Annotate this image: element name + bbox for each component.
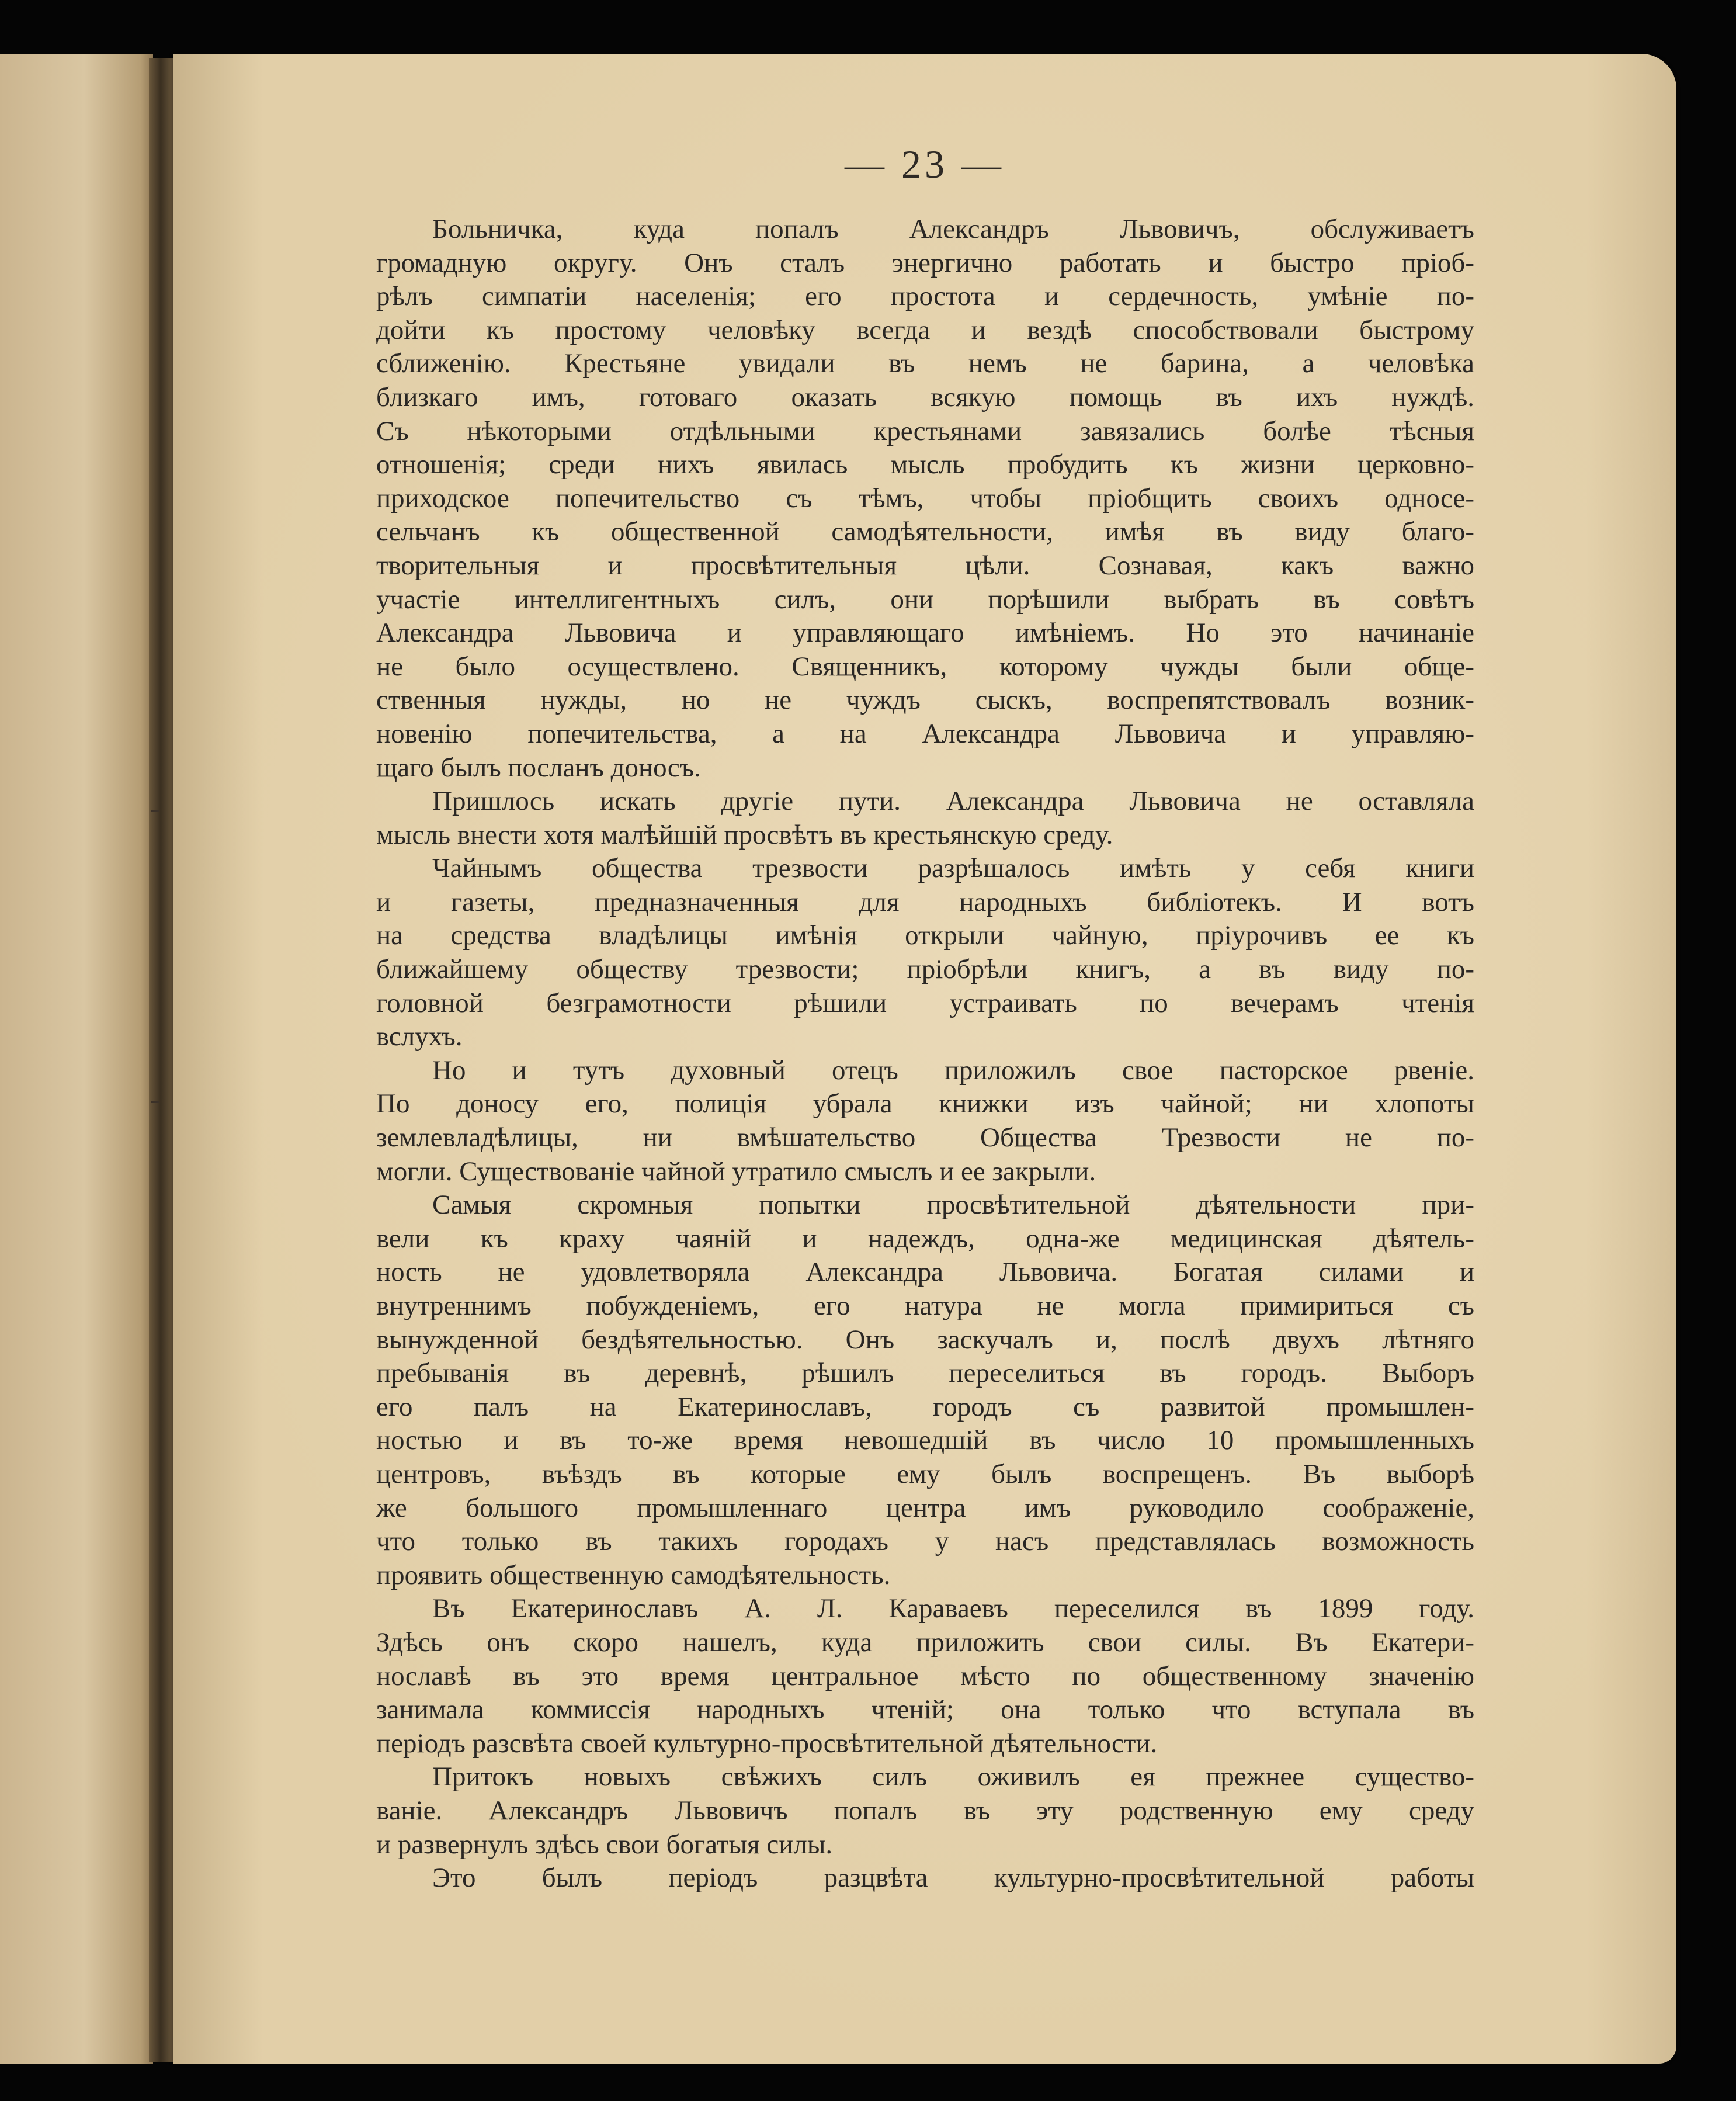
text-line: же большого промышленнаго центра имъ руководило соображеніе, [376,1492,1474,1523]
text-line: нославѣ въ это время центральное мѣсто по общественному значенію [376,1660,1474,1691]
text-line: Самыя скромныя попытки просвѣтительной дѣятельности при- [432,1190,1474,1221]
text-line: близкаго имъ, готоваго оказать всякую помощь въ ихъ нуждѣ. [376,382,1474,412]
text-line: и газеты, предназначенныя для народныхъ библіотекъ. И вотъ [376,886,1474,917]
text-line: Пришлось искать другіе пути. Александра Львовича не оставляла [432,786,1474,817]
text-line: не было осуществлено. Священникъ, которому чужды были обще- [376,651,1474,682]
book-page [173,54,1676,2064]
text-line: Александра Львовича и управляющаго имѣніемъ. Но это начинаніе [376,618,1474,649]
text-line: Здѣсь онъ скоро нашелъ, куда приложить свои силы. Въ Екатери- [376,1627,1474,1658]
text-line: пребыванія въ деревнѣ, рѣшилъ переселиться въ городъ. Выборъ [376,1358,1474,1389]
text-line: участіе интеллигентныхъ силъ, они порѣшили выбрать въ совѣтъ [376,584,1474,615]
text-line: что только въ такихъ городахъ у насъ представлялась возможность [376,1526,1474,1557]
text-line: ваніе. Александръ Львовичъ попалъ въ эту родственную ему среду [376,1795,1474,1826]
text-line: Но и тутъ духовный отецъ приложилъ свое пасторское рвеніе. [432,1055,1474,1086]
body-text [376,213,1474,1895]
text-line: занимала коммиссія народныхъ чтеній; она только что вступала въ [376,1694,1474,1725]
text-line: могли. Существованіе чайной утратило смыслъ и ее закрыли. [376,1156,1096,1187]
text-line: рѣлъ симпатіи населенія; его простота и сердечность, умѣніе по- [376,281,1474,312]
text-line: отношенія; среди нихъ явилась мысль пробудить къ жизни церковно- [376,449,1474,480]
text-line: громадную округу. Онъ сталъ энергично работать и быстро пріоб- [376,247,1474,278]
text-line: ностью и въ то-же время невошедшій въ число 10 промышленныхъ [376,1425,1474,1456]
text-line: внутреннимъ побужденіемъ, его натура не могла примириться съ [376,1291,1474,1321]
text-line: По доносу его, полиція убрала книжки изъ чайной; ни хлопоты [376,1088,1474,1119]
text-line: сельчанъ къ общественной самодѣятельности, имѣя въ виду благо- [376,516,1474,547]
text-line: творительныя и просвѣтительныя цѣли. Сознавая, какъ важно [376,550,1474,581]
text-line: Притокъ новыхъ свѣжихъ силъ оживилъ ея прежнее существо- [432,1762,1474,1793]
text-line: вынужденной бездѣятельностью. Онъ заскучалъ и, послѣ двухъ лѣтняго [376,1324,1474,1355]
text-line: головной безграмотности рѣшили устраивать по вечерамъ чтенія [376,987,1474,1018]
text-line: Больничка, куда попалъ Александръ Львовичъ, обслуживаетъ [432,214,1474,244]
text-line: сближенію. Крестьяне увидали въ немъ не барина, а человѣка [376,348,1474,379]
text-line: центровъ, въѣздъ въ которые ему былъ воспрещенъ. Въ выборѣ [376,1458,1474,1489]
text-line: ближайшему обществу трезвости; пріобрѣли книгъ, а въ виду по- [376,954,1474,985]
text-line: приходское попечительство съ тѣмъ, чтобы пріобщить своихъ односе- [376,483,1474,514]
margin-mark [151,1101,159,1103]
text-line: новенію попечительства, а на Александра Львовича и управляю- [376,718,1474,749]
text-line: вслухъ. [376,1021,463,1052]
text-line: мысль внести хотя малѣйшій просвѣтъ въ крестьянскую среду. [376,819,1113,850]
text-line: и развернулъ здѣсь свои богатыя силы. [376,1829,833,1860]
text-line: Въ Екатеринославъ А. Л. Караваевъ переселился въ 1899 году. [432,1593,1474,1624]
text-line: ственныя нужды, но не чуждъ сыскъ, воспрепятствовалъ возник- [376,685,1474,716]
page-number: — 23 — [845,142,1005,186]
text-line: періодъ разсвѣта своей культурно-просвѣтительной дѣятельности. [376,1728,1158,1759]
text-line: его палъ на Екатеринославъ, городъ съ развитой промышлен- [376,1391,1474,1422]
margin-mark [151,810,159,812]
text-line: землевладѣлицы, ни вмѣшательство Общества Трезвости не по- [376,1122,1474,1153]
text-line: Это былъ періодъ разцвѣта культурно-просвѣтительной работы [432,1863,1474,1894]
text-line: дойти къ простому человѣку всегда и вездѣ способствовали быстрому [376,314,1474,345]
text-line: вели къ краху чаяній и надеждъ, одна-же медицинская дѣятель- [376,1223,1474,1254]
text-line: Съ нѣкоторыми отдѣльными крестьянами завязались болѣе тѣсныя [376,415,1474,446]
text-line: проявить общественную самодѣятельность. [376,1559,891,1590]
left-page-edge [0,54,153,2064]
text-line: ность не удовлетворяла Александра Львовича. Богатая силами и [376,1257,1474,1288]
text-line: Чайнымъ общества трезвости разрѣшалось имѣть у себя книги [432,853,1474,884]
text-line: на средства владѣлицы имѣнія открыли чайную, пріурочивъ ее къ [376,920,1474,951]
text-line: щаго былъ посланъ доносъ. [376,752,701,783]
